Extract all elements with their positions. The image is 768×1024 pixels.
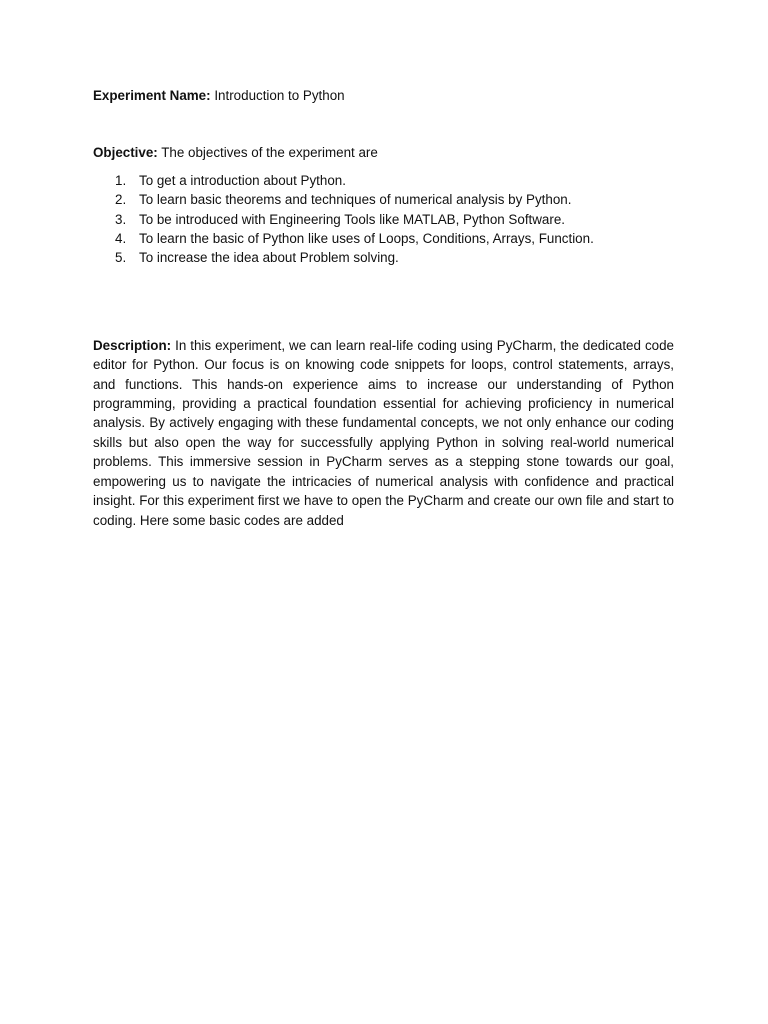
list-item-number: 1. <box>115 172 127 188</box>
list-item-text: To get a introduction about Python. <box>139 172 346 188</box>
experiment-name-value: Introduction to Python <box>214 88 345 103</box>
description-label: Description: <box>93 337 172 353</box>
objective-line <box>93 143 674 162</box>
list-item <box>93 190 674 209</box>
description-text: In this experiment, we can learn real-life coding using PyCharm, the dedicated code editor for Python. Our focus is on knowing code snippets for loops, control statements, arrays, and functions. This hands-on experience aims to increase our understanding of Python programming, providing a practical foundation essential for achieving proficiency in numerical analysis. By actively engaging with these fundamental concepts, we not only enhance our coding skills but also open the way for successfully applying Python in solving real-world numerical problems. This immersive session in PyCharm serves as a stepping stone towards our goal, empowering us to navigate the intricacies of numerical analysis with confidence and practical insight. For this experiment first we have to open the PyCharm and create our own file and start to coding. Here some basic codes are added <box>93 337 674 528</box>
document-content <box>93 86 674 530</box>
experiment-name-label: Experiment Name: <box>93 88 211 103</box>
description-paragraph <box>93 336 674 530</box>
objective-value: The objectives of the experiment are <box>161 145 378 161</box>
list-item-text: To learn basic theorems and techniques of numerical analysis by Python. <box>139 192 572 208</box>
objective-list <box>93 171 674 268</box>
list-item-text: To be introduced with Engineering Tools like MATLAB, Python Software. <box>139 211 565 227</box>
objective-label: Objective: <box>93 145 158 161</box>
list-item-text: To learn the basic of Python like uses of Loops, Conditions, Arrays, Function. <box>139 231 594 247</box>
list-item <box>93 171 674 190</box>
list-item <box>93 210 674 229</box>
list-item-text: To increase the idea about Problem solving. <box>139 250 399 266</box>
list-item-number: 3. <box>115 211 127 227</box>
list-item <box>93 248 674 267</box>
list-item <box>93 229 674 248</box>
list-item-number: 4. <box>115 231 127 247</box>
list-item-number: 5. <box>115 250 127 266</box>
list-item-number: 2. <box>115 192 127 208</box>
experiment-name-line <box>93 86 674 105</box>
